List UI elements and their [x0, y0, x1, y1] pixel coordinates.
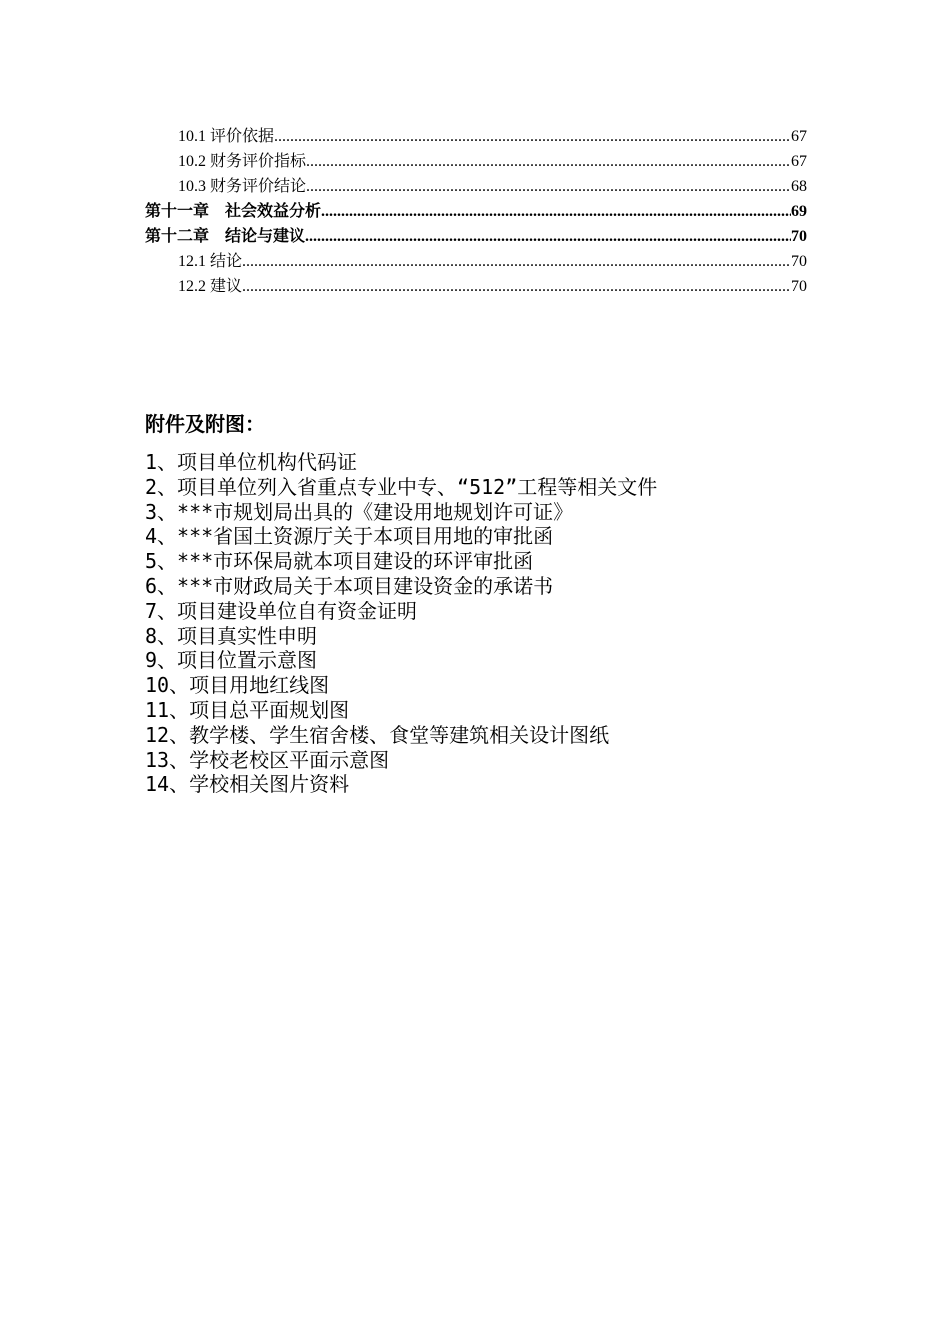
- appendix-item: 10、项目用地红线图: [145, 673, 330, 698]
- appendix-heading: 附件及附图：: [145, 412, 265, 436]
- toc-entry[interactable]: [145, 249, 807, 274]
- toc-entry-label: 10.2 财务评价指标: [178, 153, 307, 170]
- appendix-item: 13、学校老校区平面示意图: [145, 747, 390, 772]
- toc-page-number: 70: [791, 278, 807, 295]
- toc-entry-label: 12.2 建议: [178, 278, 243, 295]
- appendix-item: 1、项目单位机构代码证: [145, 450, 358, 474]
- toc-dot-leader: [306, 149, 791, 174]
- appendix-item: 12、教学楼、学生宿舍楼、食堂等建筑相关设计图纸: [145, 722, 610, 747]
- toc-page-number: 69: [791, 203, 807, 220]
- toc-chapter-entry[interactable]: [145, 199, 807, 224]
- toc-dot-leader: [321, 199, 791, 224]
- appendix-item: 2、项目单位列入省重点专业中专、“512”工程等相关文件: [145, 474, 658, 499]
- toc-entry-label: 10.3 财务评价结论: [178, 178, 307, 195]
- toc-page-number: 68: [791, 178, 807, 195]
- appendix-item: 14、学校相关图片资料: [145, 772, 350, 797]
- toc-entry[interactable]: [145, 274, 807, 299]
- toc-entry-label: 12.1 结论: [178, 253, 243, 270]
- toc-entry[interactable]: [145, 149, 807, 174]
- appendix-item: 6、***市财政局关于本项目建设资金的承诺书: [145, 573, 554, 598]
- appendix-item: 8、项目真实性申明: [145, 623, 318, 648]
- toc-page-number: 70: [791, 253, 807, 270]
- toc-entry-label: 10.1 评价依据: [178, 128, 275, 145]
- appendix-item: 5、***市环保局就本项目建设的环评审批函: [145, 549, 534, 574]
- appendix-item: 11、项目总平面规划图: [145, 697, 350, 722]
- toc-entry-label: 第十一章 社会效益分析: [145, 203, 322, 220]
- toc-dot-leader: [274, 124, 791, 149]
- toc-dot-leader: [306, 174, 791, 199]
- toc-page-number: 70: [791, 228, 807, 245]
- toc-chapter-entry[interactable]: [145, 224, 807, 249]
- appendix-list: [145, 450, 845, 797]
- toc-dot-leader: [242, 249, 791, 274]
- appendix-item: 3、***市规划局出具的《建设用地规划许可证》: [145, 499, 574, 524]
- toc-dot-leader: [305, 224, 791, 249]
- toc-entry[interactable]: [145, 124, 807, 149]
- toc-entry[interactable]: [145, 174, 807, 199]
- appendix-item: 4、***省国土资源厅关于本项目用地的审批函: [145, 524, 554, 549]
- toc-dot-leader: [242, 274, 791, 299]
- toc-page-number: 67: [791, 153, 807, 170]
- toc-entry-label: 第十二章 结论与建议: [145, 228, 306, 245]
- appendix-item: 7、项目建设单位自有资金证明: [145, 598, 418, 623]
- appendix-item: 9、项目位置示意图: [145, 648, 318, 673]
- table-of-contents: [145, 124, 807, 299]
- appendix-section: [145, 408, 845, 797]
- toc-page-number: 67: [791, 128, 807, 145]
